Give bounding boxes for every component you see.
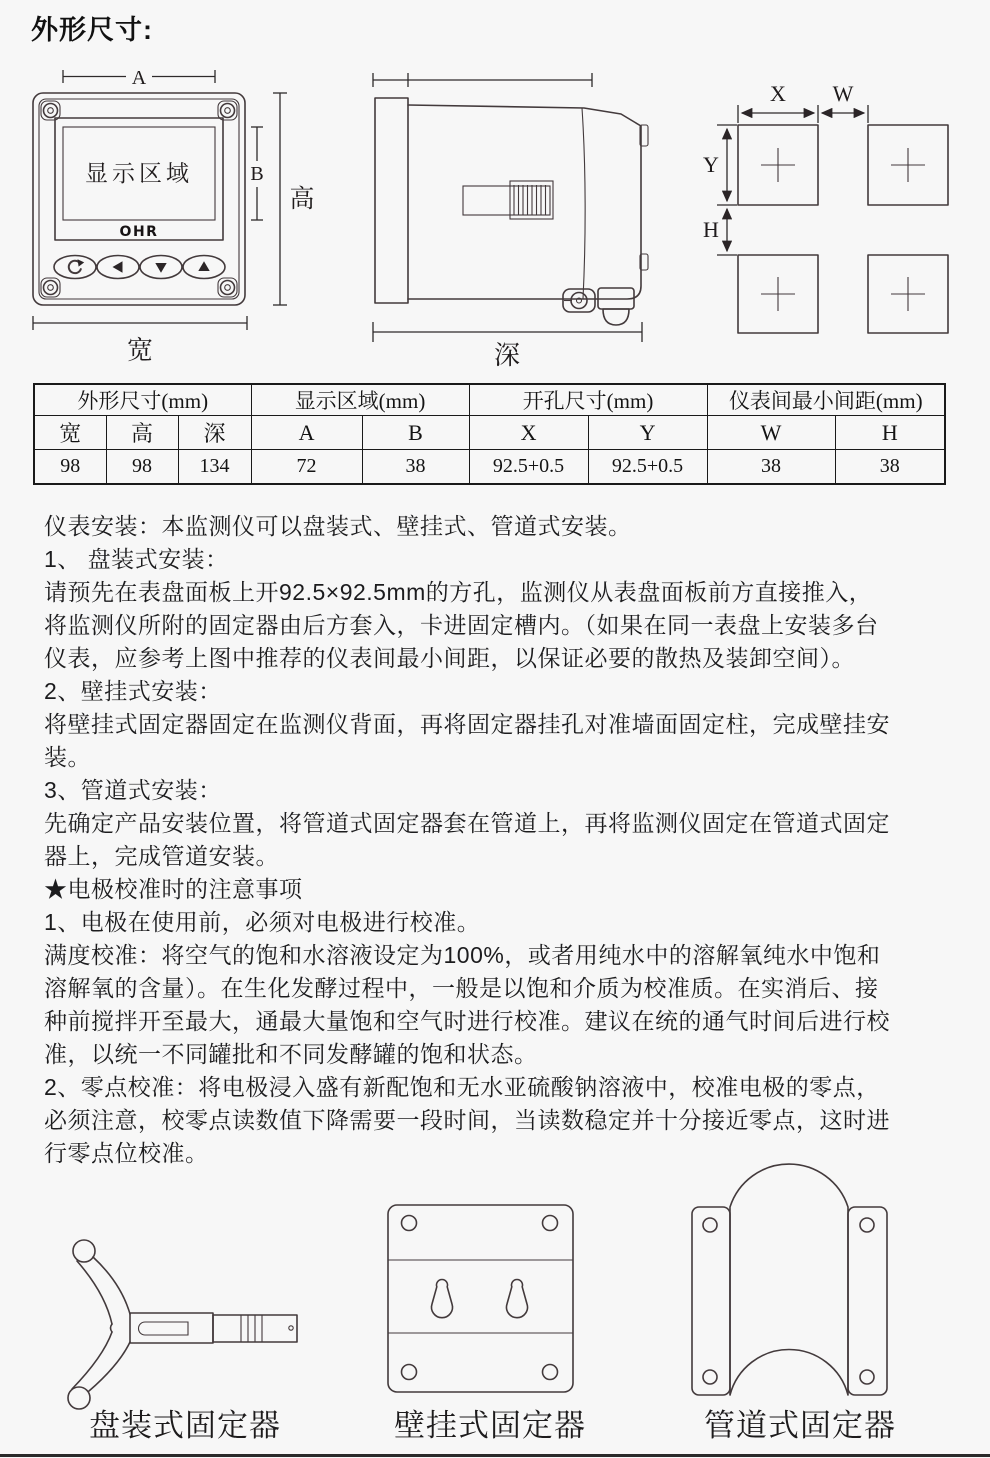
instruction-line: 3、管道式安装： [44,777,222,803]
dimensions-table [33,383,946,485]
dim-y-h [703,125,737,255]
side-bezel [375,98,408,303]
cutout-y-label: Y [703,152,719,177]
cutout-squares [738,125,948,333]
dim-width [33,316,247,365]
instruction-line: 1、 盘装式安装： [44,546,229,572]
value-cell: 38 [362,450,469,485]
col-header: 高 [106,416,178,450]
reset-button [54,256,96,279]
wall-fixture-caption: 壁挂式固定器 [394,1408,586,1443]
mounting-slider [463,181,553,219]
pipe-fixture-caption: 管道式固定器 [704,1408,896,1443]
center-cross-icons [761,148,925,311]
dim-b-label: B [250,163,264,185]
fixture-shaft [130,1313,297,1343]
display-area-label: 显示区域 [85,161,193,186]
col-header: A [251,416,362,450]
table-group-header-row [34,384,945,416]
instruction-line: 器上，完成管道安装。 [44,843,279,869]
instruction-line: 将监测仪所附的固定器由后方套入，卡进固定槽内。（如果在同一表盘上安装多台 [44,612,879,638]
front-view-diagram [30,68,320,368]
instruction-line: 将壁挂式固定器固定在监测仪背面，再将固定器挂孔对准墙面固定柱，完成壁挂安 [44,711,890,737]
cutout-h-label: H [703,217,719,242]
cutout-x-label: X [770,81,786,106]
col-header: H [835,416,945,450]
group-header-display: 显示区域(mm) [251,384,469,416]
instruction-line: 行零点位校准。 [44,1140,209,1166]
dim-height [273,93,315,305]
t-handle [68,1240,130,1409]
wall-mount-fixture-diagram [375,1195,585,1400]
page-bottom-rule [0,1454,990,1457]
instrument-body-outline [33,93,245,305]
panel-mount-fixture-diagram [45,1185,315,1420]
col-header: 深 [178,416,251,450]
value-cell: 98 [34,450,106,485]
instruction-line: ★电极校准时的注意事项 [44,876,303,902]
keyhole-slots [432,1280,528,1318]
value-cell: 92.5+0.5 [469,450,588,485]
left-wing [692,1207,730,1395]
down-triangle-icon [155,263,166,273]
instruction-line: 溶解氧的含量）。在生化发酵过程中，一般是以饱和介质为校准质。在实消后、接 [44,975,879,1001]
instruction-line: 装。 [44,744,91,770]
right-wing [848,1207,887,1395]
panel-fixture-caption: 盘装式固定器 [89,1408,281,1443]
width-label: 宽 [126,336,154,365]
page-title: 外形尺寸: [31,15,153,45]
dim-depth [373,322,642,370]
col-header: Y [588,416,707,450]
value-cell: 72 [251,450,362,485]
instruction-line: 2、壁挂式安装： [44,678,222,704]
col-header: B [362,416,469,450]
side-body-seam [582,108,585,299]
instruction-line: 仪表，应参考上图中推荐的仪表间最小间距，以保证必要的散热及装卸空间）。 [44,645,855,671]
screw-holes [402,1216,558,1380]
dim-b [250,127,263,220]
group-header-spacing: 仪表间最小间距(mm) [707,384,945,416]
col-header: W [707,416,835,450]
instruction-line: 种前搅拌开至最大，通最大量饱和空气时进行校准。建议在统的通气时间后进行校 [44,1008,890,1034]
depth-label: 深 [493,341,521,370]
dim-top-depth [373,73,592,87]
value-cell: 38 [707,450,835,485]
brand-logo: OHR [119,224,159,240]
cable-gland [598,288,634,325]
table-subheader-row [34,416,945,450]
pipe-mount-fixture-diagram [680,1160,910,1400]
dim-a-label: A [131,67,147,89]
instruction-line: 必须注意，校零点读数值下降需要一段时间，当读数稳定并十分接近零点，这时进 [44,1107,890,1133]
ground-screw [563,289,595,312]
side-body-outline [408,105,641,299]
instruction-line: 满度校准：将空气的饱和水溶液设定为100%，或者用纯水中的溶解氧纯水中饱和 [44,942,881,968]
instruction-line: 仪表安装：本监测仪可以盘装式、壁挂式、管道式安装。 [44,513,632,539]
group-header-outline: 外形尺寸(mm) [34,384,251,416]
cutout-spacing-diagram [700,80,965,340]
instruction-line: 请预先在表盘面板上开92.5×92.5mm的方孔，监测仪从表盘面板前方直接推入， [44,579,873,605]
value-cell: 92.5+0.5 [588,450,707,485]
col-header: X [469,416,588,450]
value-cell: 98 [106,450,178,485]
instruction-line: 先确定产品安装位置，将管道式固定器套在管道上，再将监测仪固定在管道式固定 [44,810,890,836]
left-triangle-icon [113,261,123,272]
instruction-line: 准，以统一不同罐批和不同发酵罐的饱和状态。 [44,1041,538,1067]
col-header: 宽 [34,416,106,450]
front-panel-buttons [54,256,225,279]
return-arrowhead-icon [78,259,85,266]
instruction-line: 2、零点校准：将电极浸入盛有新配饱和无水亚硫酸钠溶液中，校准电极的零点， [44,1074,880,1100]
value-cell: 134 [178,450,251,485]
group-header-cutout: 开孔尺寸(mm) [469,384,707,416]
table-value-row [34,450,945,485]
cutout-w-label: W [832,81,854,106]
dim-x-w [738,81,868,123]
dim-a [63,67,215,89]
instruction-line: 1、电极在使用前，必须对电极进行校准。 [44,909,481,935]
saddle-body [730,1164,848,1395]
up-triangle-icon [198,261,209,271]
value-cell: 38 [835,450,945,485]
wall-plate [388,1205,573,1392]
installation-instructions [44,510,956,1170]
height-label: 高 [289,186,315,213]
side-view-diagram [365,68,650,368]
